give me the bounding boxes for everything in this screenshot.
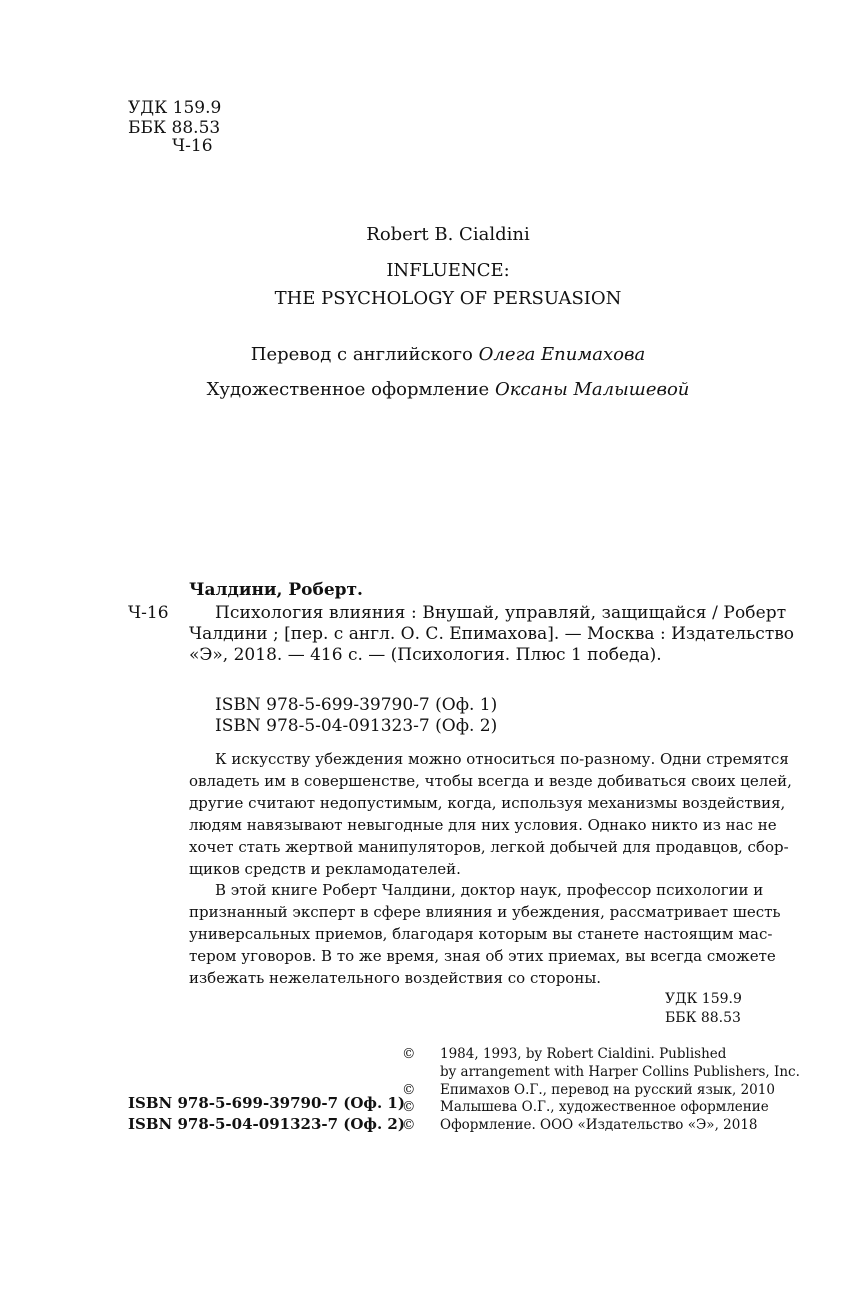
copyright-symbol-2: ©	[402, 1082, 416, 1098]
design-prefix: Художественное оформление	[206, 379, 490, 400]
annotation-p1-l5: хочет стать жертвой манипуляторов, легкой добычей для продавцов, сбор-	[189, 838, 789, 856]
author-mark-top: Ч-16	[172, 136, 213, 156]
catalog-isbn-2: ISBN 978-5-04-091323-7 (Оф. 2)	[215, 716, 498, 736]
annotation-p2-l2: признанный эксперт в сфере влияния и убеждения, рассматривает шесть	[189, 903, 781, 921]
copyright-symbol-1: ©	[402, 1046, 416, 1062]
annotation-udk: УДК 159.9	[665, 991, 742, 1007]
original-title-line2: THE PSYCHOLOGY OF PERSUASION	[274, 288, 622, 309]
design-credit	[0, 379, 844, 401]
copyright-symbol-4: ©	[402, 1117, 416, 1133]
annotation-bbk: ББК 88.53	[665, 1010, 741, 1026]
copyright-line3: Малышева О.Г., художественное оформление	[440, 1099, 769, 1115]
catalog-line2: Чалдини ; [пер. с англ. О. С. Епимахова]. — Москва : Издательство	[189, 624, 795, 644]
copyright-line1b: by arrangement with Harper Collins Publishers, Inc.	[440, 1064, 800, 1080]
annotation-p1-l4: людям навязывают невыгодные для них условия. Однако никто из нас не	[189, 816, 777, 834]
udk-top: УДК 159.9	[128, 98, 222, 118]
catalog-isbn-1: ISBN 978-5-699-39790-7 (Оф. 1)	[215, 695, 498, 715]
annotation-p1-l1: К искусству убеждения можно относиться по-разному. Одни стремятся	[215, 750, 789, 768]
bottom-isbn-1: ISBN 978-5-699-39790-7 (Оф. 1)	[128, 1094, 405, 1112]
translation-credit	[0, 344, 844, 366]
designer-name: Оксаны Малышевой	[494, 379, 690, 400]
copyright-symbol-3: ©	[402, 1099, 416, 1115]
copyright-line1: 1984, 1993, by Robert Cialdini. Published	[440, 1046, 727, 1062]
original-author: Robert B. Cialdini	[366, 224, 530, 245]
annotation-p2-l5: избежать нежелательного воздействия со стороны.	[189, 969, 602, 987]
annotation-p1-l2: овладеть им в совершенстве, чтобы всегда и везде добиваться своих целей,	[189, 772, 792, 790]
original-title-line1: INFLUENCE:	[386, 260, 510, 281]
catalog-line3: «Э», 2018. — 416 с. — (Психология. Плюс 1 победа).	[189, 645, 662, 665]
annotation-p1-l6: щиков средств и рекламодателей.	[189, 860, 461, 878]
annotation-p2-l4: тером уговоров. В то же время, зная об этих приемах, вы всегда сможете	[189, 947, 776, 965]
translation-prefix: Перевод с английского	[250, 344, 473, 365]
catalog-mark: Ч-16	[128, 603, 169, 623]
catalog-heading: Чалдини, Роберт.	[189, 580, 363, 600]
catalog-line1: Психология влияния : Внушай, управляй, защищайся / Роберт	[215, 603, 787, 623]
bottom-isbn-2: ISBN 978-5-04-091323-7 (Оф. 2)	[128, 1115, 405, 1133]
bbk-top: ББК 88.53	[128, 118, 221, 138]
annotation-p2-l3: универсальных приемов, благодаря которым вы станете настоящим мас-	[189, 925, 773, 943]
translator-name: Олега Епимахова	[478, 344, 646, 365]
copyright-line2: Епимахов О.Г., перевод на русский язык, 2010	[440, 1082, 775, 1098]
annotation-p2-l1: В этой книге Роберт Чалдини, доктор наук, профессор психологии и	[215, 881, 764, 899]
annotation-p1-l3: другие считают недопустимым, когда, используя механизмы воздействия,	[189, 794, 786, 812]
copyright-line4: Оформление. ООО «Издательство «Э», 2018	[440, 1117, 758, 1133]
